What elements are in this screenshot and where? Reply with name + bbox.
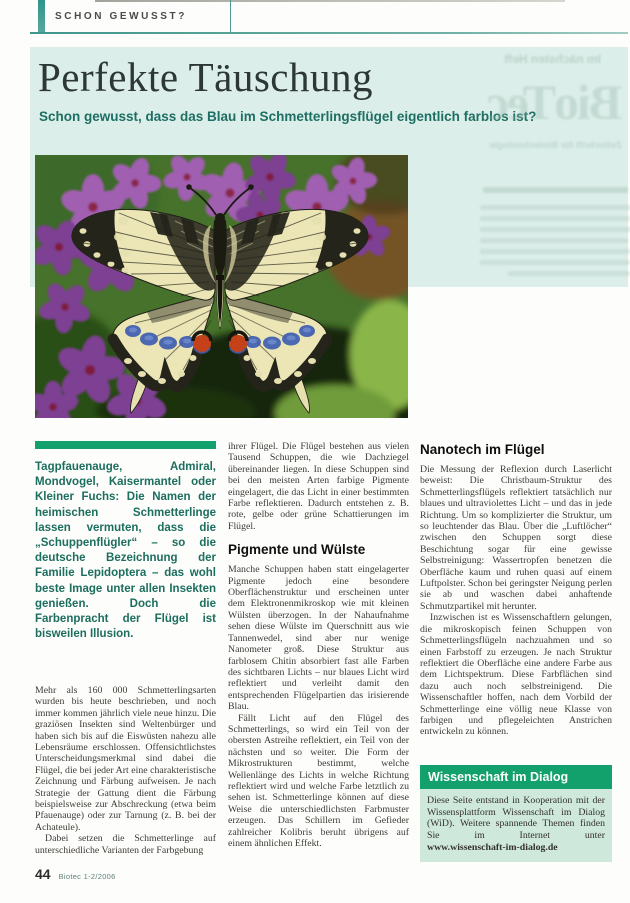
page-subtitle: Schon gewusst, dass das Blau im Schmetterlingsflügel eigentlich farblos ist? — [39, 109, 537, 124]
page-number: 44 — [35, 866, 51, 882]
butterfly-photo — [35, 155, 408, 418]
infobox-wissenschaft-im-dialog — [420, 765, 612, 862]
bleedthrough-tagline: Zeitschrift für Biotechnologie — [489, 140, 622, 151]
bleedthrough-brand: BioTec — [488, 74, 623, 130]
body-paragraph: Manche Schuppen haben statt eingelagerter Pigmente jedoch eine besondere Oberflächenstruktur und erscheinen unter dem Elektronenmikroskop wie mit kleinen Wülsten überzogen. In der Nahaufnahme sehen diese Wülste im Querschnitt aus wie Tannenwedel, sind aber nur wenige Nanometer groß. Diese Struktur aus farblosem Chitin absorbiert fast alle Farben des sichtbaren Lichts – nur blaues Licht wird reflektiert und verleiht damit den entsprechenden Flügelpartien das irisierende Blau. — [228, 564, 409, 713]
issue-label: Biotec 1-2/2006 — [58, 872, 116, 881]
page-footer — [35, 866, 116, 884]
intro-accent-bar — [35, 441, 216, 449]
bleedthrough-text-line — [480, 238, 628, 243]
bleedthrough-text-line — [480, 227, 630, 232]
infobox-text: Diese Seite entstand in Kooperation mit der Wissensplattform Wissenschaft im Dialog (WiD). Weitere spannende Themen finden Sie im Internet unter — [427, 795, 605, 842]
infobox-url: www.wissenschaft-im-dialog.de — [427, 841, 558, 853]
section-heading-nanotech: Nanotech im Flügel — [420, 442, 545, 457]
bleedthrough-text-line — [480, 260, 630, 265]
kicker-accent-bar — [38, 0, 45, 33]
bleedthrough-text-line — [508, 271, 630, 276]
kicker-divider-line — [230, 0, 231, 33]
infobox-title: Wissenschaft im Dialog — [420, 765, 612, 789]
body-paragraph: Die Messung der Reflexion durch Laserlicht beweist: Die Christbaum-Struktur des Schmetterlingsflügels reflektiert tatsächlich nur blaues und ultraviolettes Licht – und das in jede Richtung. Um so komplizierter die Struktur, um so leuchtender das Blau. Über die „Luftlöcher“ zwischen den Schuppen sorgt diese Beschichtung sogar für eine gewisse Selbstreinigung: Wassertropfen benetzen die Oberfläche kaum und ruhen quasi auf einem Luftpolster. Schon bei geringster Neigung perlen sie ab und waschen dabei anhaftende Schmutzpartikel mit herunter. — [420, 464, 612, 612]
section-heading-pigmente: Pigmente und Wülste — [228, 542, 366, 558]
body-paragraph: Fällt Licht auf den Flügel des Schmetterlings, so wird ein Teil von der obersten Astreihe reflektiert, ein Teil von der nächsten und so weiter. Die Form der Mikrostrukturen bestimmt, welche Wellenlänge des Lichts in welche Richtung reflektiert wird und welche Farbe letztlich zu sehen ist. Schmetterlinge können auf diese Weise die unterschiedlichsten Farbmuster erzeugen. Das Schillern im Gefieder zahlreicher Kolibris beruht übrigens auf einem ähnlichen Effekt. — [228, 712, 409, 849]
header-rule — [30, 32, 628, 34]
column-intro — [35, 441, 216, 885]
bleedthrough-text-line — [480, 205, 630, 210]
column-middle — [228, 441, 409, 885]
page-title: Perfekte Täuschung — [38, 54, 373, 100]
body-paragraph: Mehr als 160 000 Schmetterlingsarten wurden bis heute beschrieben, und noch immer kommen jährlich viele neue hinzu. Die graziösen Insekten sind Weltenbürger und haben sich bis auf die Eiswüsten nahezu alle Lebensräume erschlossen. Offensichtlichstes Unterscheidungsmerkmal sind dabei die Flügel, die bei jeder Art eine charakteristische Zeichnung und Färbung aufweisen. Je nach Strategie der Gattung dient die Färbung beispielsweise zur Abschreckung (etwa beim Pfauenauge) oder zur Tarnung (z. B. bei der Achateule). — [35, 685, 216, 833]
body-paragraph: Inzwischen ist es Wissenschaftlern gelungen, die mikroskopisch feinen Schuppen von Schmetterlingsflügeln nachzuahmen und so einen Farbstoff zu erzeugen. Je nach Struktur reflektiert die Oberfläche eine andere Farbe aus dem Lichtspektrum. Diese Farbflächen sind dazu auch noch selbstreinigend. Die Wissenschaftler hoffen, nach dem Vorbild der Schmetterlinge eine völlig neue Klasse von farbigen und pflegeleichten Anstrichen entwickeln zu können. — [420, 612, 612, 738]
bleedthrough-text-line — [480, 216, 630, 221]
intro-paragraph: Tagpfauenauge, Admiral, Mondvogel, Kaisermantel oder Kleiner Fuchs: Die Namen der heimischen Schmetterlinge lassen vermuten, dass die „Schuppenflügler“ – so die deutsche Bezeichnung der Familie Lepidoptera – das wohl beste Image unter allen Insekten genießen. Doch die Farbenpracht der Flügel ist bisweilen Illusion. — [35, 461, 216, 641]
bleedthrough-text-line — [483, 187, 628, 193]
infobox-body — [420, 789, 612, 862]
section-kicker: SCHON GEWUSST? — [55, 11, 187, 22]
body-paragraph: ihrer Flügel. Die Flügel bestehen aus vielen Tausend Schuppen, die wie Dachziegel übereinander liegen. In diese Schuppen sind bei den meisten Arten farbige Pigmente eingelagert, die das Licht in einer bestimmten Farbe reflektieren. Dadurch entstehen z. B. rote, gelbe oder grüne Schattierungen im Flügel. — [228, 441, 409, 532]
bleedthrough-text-line — [480, 249, 630, 254]
body-paragraph: Dabei setzen die Schmetterlinge auf unterschiedliche Varianten der Farbgebung — [35, 833, 216, 856]
bleedthrough-next-issue: Im nächsten Heft — [504, 52, 601, 66]
scan-edge-top — [95, 0, 565, 2]
